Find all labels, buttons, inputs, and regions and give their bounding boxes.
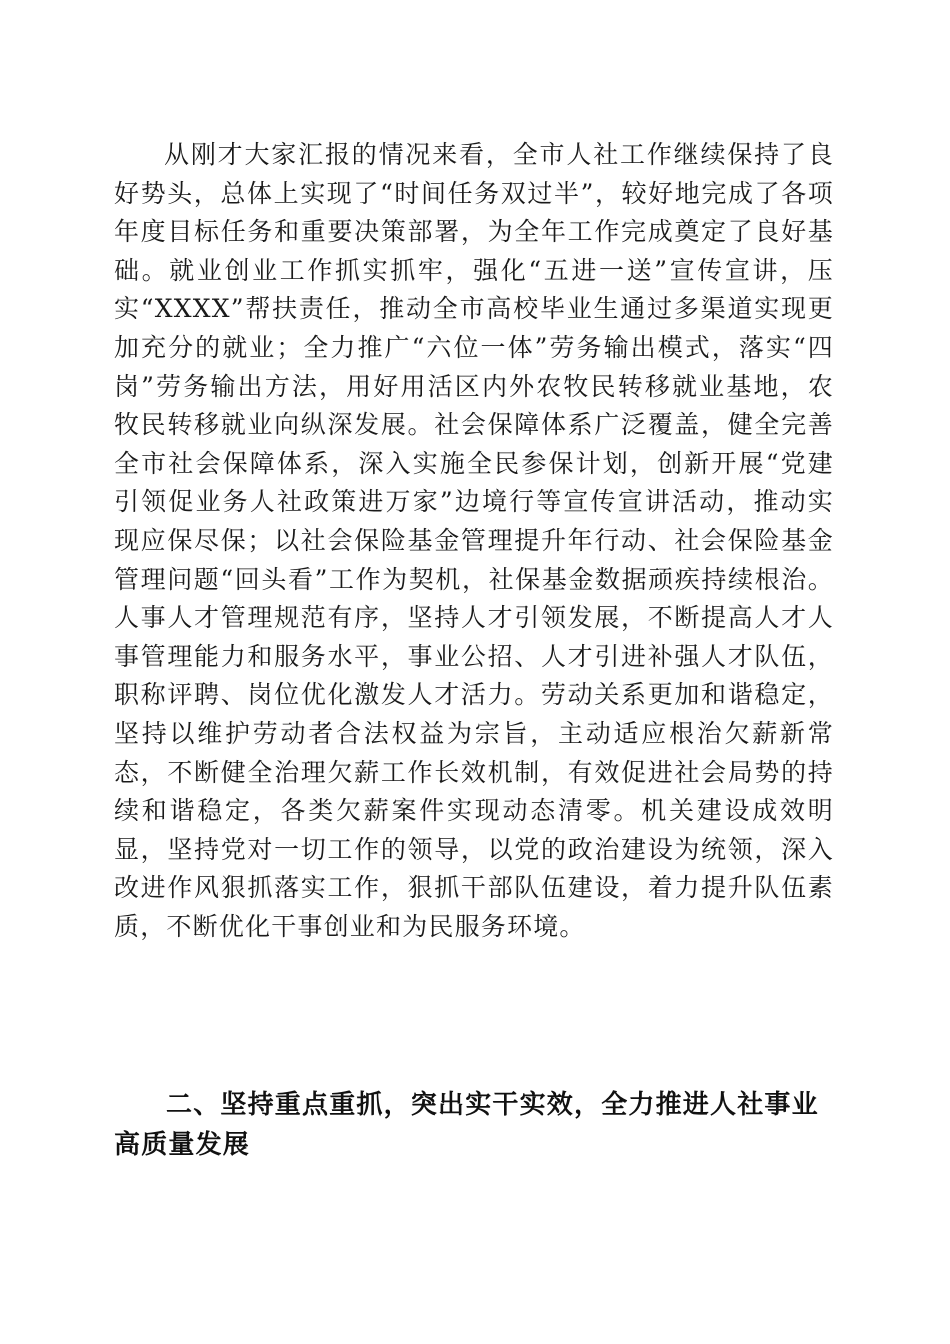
body-paragraph: 从刚才大家汇报的情况来看，全市人社工作继续保持了良好势头，总体上实现了“时间任务双过半”，较好地完成了各项年度目标任务和重要决策部署，为全年工作完成奠定了良好基础。就业创业工作抓实抓牢，强化“五进一送”宣传宣讲，压实“XXXX”帮扶责任，推动全市高校毕业生通过多渠道实现更加充分的就业；全力推广“六位一体”劳务输出模式，落实“四岗”劳务输出方法，用好用活区内外农牧民转移就业基地，农牧民转移就业向纵深发展。社会保障体系广泛覆盖，健全完善全市社会保障体系，深入实施全民参保计划，创新开展“党建引领促业务人社政策进万家”边境行等宣传宣讲活动，推动实现应保尽保；以社会保险基金管理提升年行动、社会保险基金管理问题“回头看”工作为契机，社保基金数据顽疾持续根治。人事人才管理规范有序，坚持人才引领发展，不断提高人才人事管理能力和服务水平，事业公招、人才引进补强人才队伍，职称评聘、岗位优化激发人才活力。劳动关系更加和谐稳定，坚持以维护劳动者合法权益为宗旨，主动适应根治欠薪新常态，不断健全治理欠薪工作长效机制，有效促进社会局势的持续和谐稳定，各类欠薪案件实现动态清零。机关建设成效明显，坚持党对一切工作的领导，以党的政治建设为统领，深入改进作风狠抓落实工作，狠抓干部队伍建设，着力提升队伍素质，不断优化干事创业和为民服务环境。 xyxy=(114,140,834,941)
section-heading: 二、坚持重点重抓，突出实干实效，全力推进人社事业高质量发展 xyxy=(114,1090,819,1160)
